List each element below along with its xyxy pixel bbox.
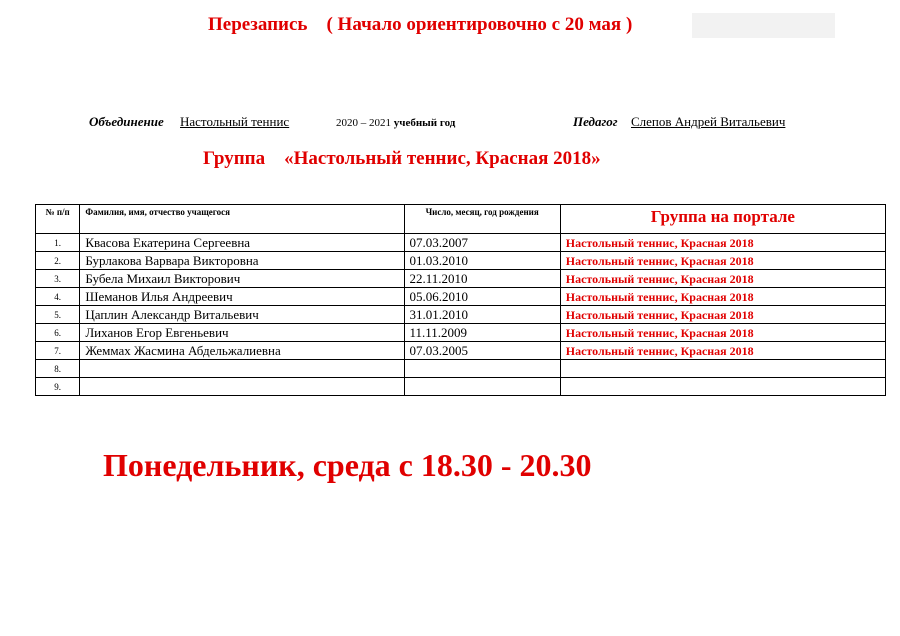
table-row: [36, 306, 886, 324]
row-number: 4.: [36, 288, 80, 306]
table-row: [36, 252, 886, 270]
row-number: 7.: [36, 342, 80, 360]
school-year: [336, 117, 455, 129]
portal-group: Настольный теннис, Красная 2018: [560, 342, 885, 360]
portal-group: Настольный теннис, Красная 2018: [560, 306, 885, 324]
table-row: [36, 270, 886, 288]
portal-group: [560, 378, 885, 396]
teacher-label: Педагог: [573, 114, 618, 129]
table-row: [36, 288, 886, 306]
student-roster-table: [35, 204, 886, 396]
row-number: 3.: [36, 270, 80, 288]
birth-date: 07.03.2007: [404, 234, 560, 252]
association-value: Настольный теннис: [180, 114, 290, 129]
header-highlight-bar: [692, 13, 835, 38]
group-title: Группа «Настольный теннис, Красная 2018»: [203, 148, 601, 169]
school-year-range: 2020 – 2021: [336, 117, 391, 129]
association-label: Объединение: [89, 114, 164, 129]
portal-group: Настольный теннис, Красная 2018: [560, 252, 885, 270]
student-name: [80, 378, 404, 396]
school-year-suffix: учебный год: [393, 117, 456, 129]
student-name: Бубела Михаил Викторович: [80, 270, 404, 288]
page-title: Перезапись ( Начало ориентировочно с 20 мая ): [208, 14, 633, 35]
schedule-text: Понедельник, среда с 18.30 - 20.30: [103, 447, 592, 483]
row-number: 9.: [36, 378, 80, 396]
row-number: 5.: [36, 306, 80, 324]
birth-date: [404, 378, 560, 396]
birth-date: 31.01.2010: [404, 306, 560, 324]
table-header-row: [36, 205, 886, 234]
table-row: [36, 378, 886, 396]
header-number: № п/п: [36, 205, 80, 234]
portal-group: [560, 360, 885, 378]
student-name: Квасова Екатерина Сергеевна: [80, 234, 404, 252]
row-number: 6.: [36, 324, 80, 342]
student-name: Шеманов Илья Андреевич: [80, 288, 404, 306]
portal-group: Настольный теннис, Красная 2018: [560, 288, 885, 306]
birth-date: 05.06.2010: [404, 288, 560, 306]
portal-group: Настольный теннис, Красная 2018: [560, 270, 885, 288]
student-name: Цаплин Александр Витальевич: [80, 306, 404, 324]
portal-group: Настольный теннис, Красная 2018: [560, 324, 885, 342]
birth-date: [404, 360, 560, 378]
table-row: [36, 234, 886, 252]
student-name: Жеммах Жасмина Абдельжалиевна: [80, 342, 404, 360]
student-name: Бурлакова Варвара Викторовна: [80, 252, 404, 270]
table-row: [36, 360, 886, 378]
student-name: [80, 360, 404, 378]
row-number: 1.: [36, 234, 80, 252]
birth-date: 22.11.2010: [404, 270, 560, 288]
header-portal-group: Группа на портале: [560, 205, 885, 234]
table-row: [36, 342, 886, 360]
student-name: Лиханов Егор Евгеньевич: [80, 324, 404, 342]
header-full-name: Фамилия, имя, отчество учащегося: [80, 205, 404, 234]
birth-date: 01.03.2010: [404, 252, 560, 270]
portal-group: Настольный теннис, Красная 2018: [560, 234, 885, 252]
row-number: 2.: [36, 252, 80, 270]
header-birth-date: Число, месяц, год рождения: [404, 205, 560, 234]
table-row: [36, 324, 886, 342]
teacher-value: Слепов Андрей Витальевич: [631, 114, 786, 129]
row-number: 8.: [36, 360, 80, 378]
birth-date: 11.11.2009: [404, 324, 560, 342]
birth-date: 07.03.2005: [404, 342, 560, 360]
